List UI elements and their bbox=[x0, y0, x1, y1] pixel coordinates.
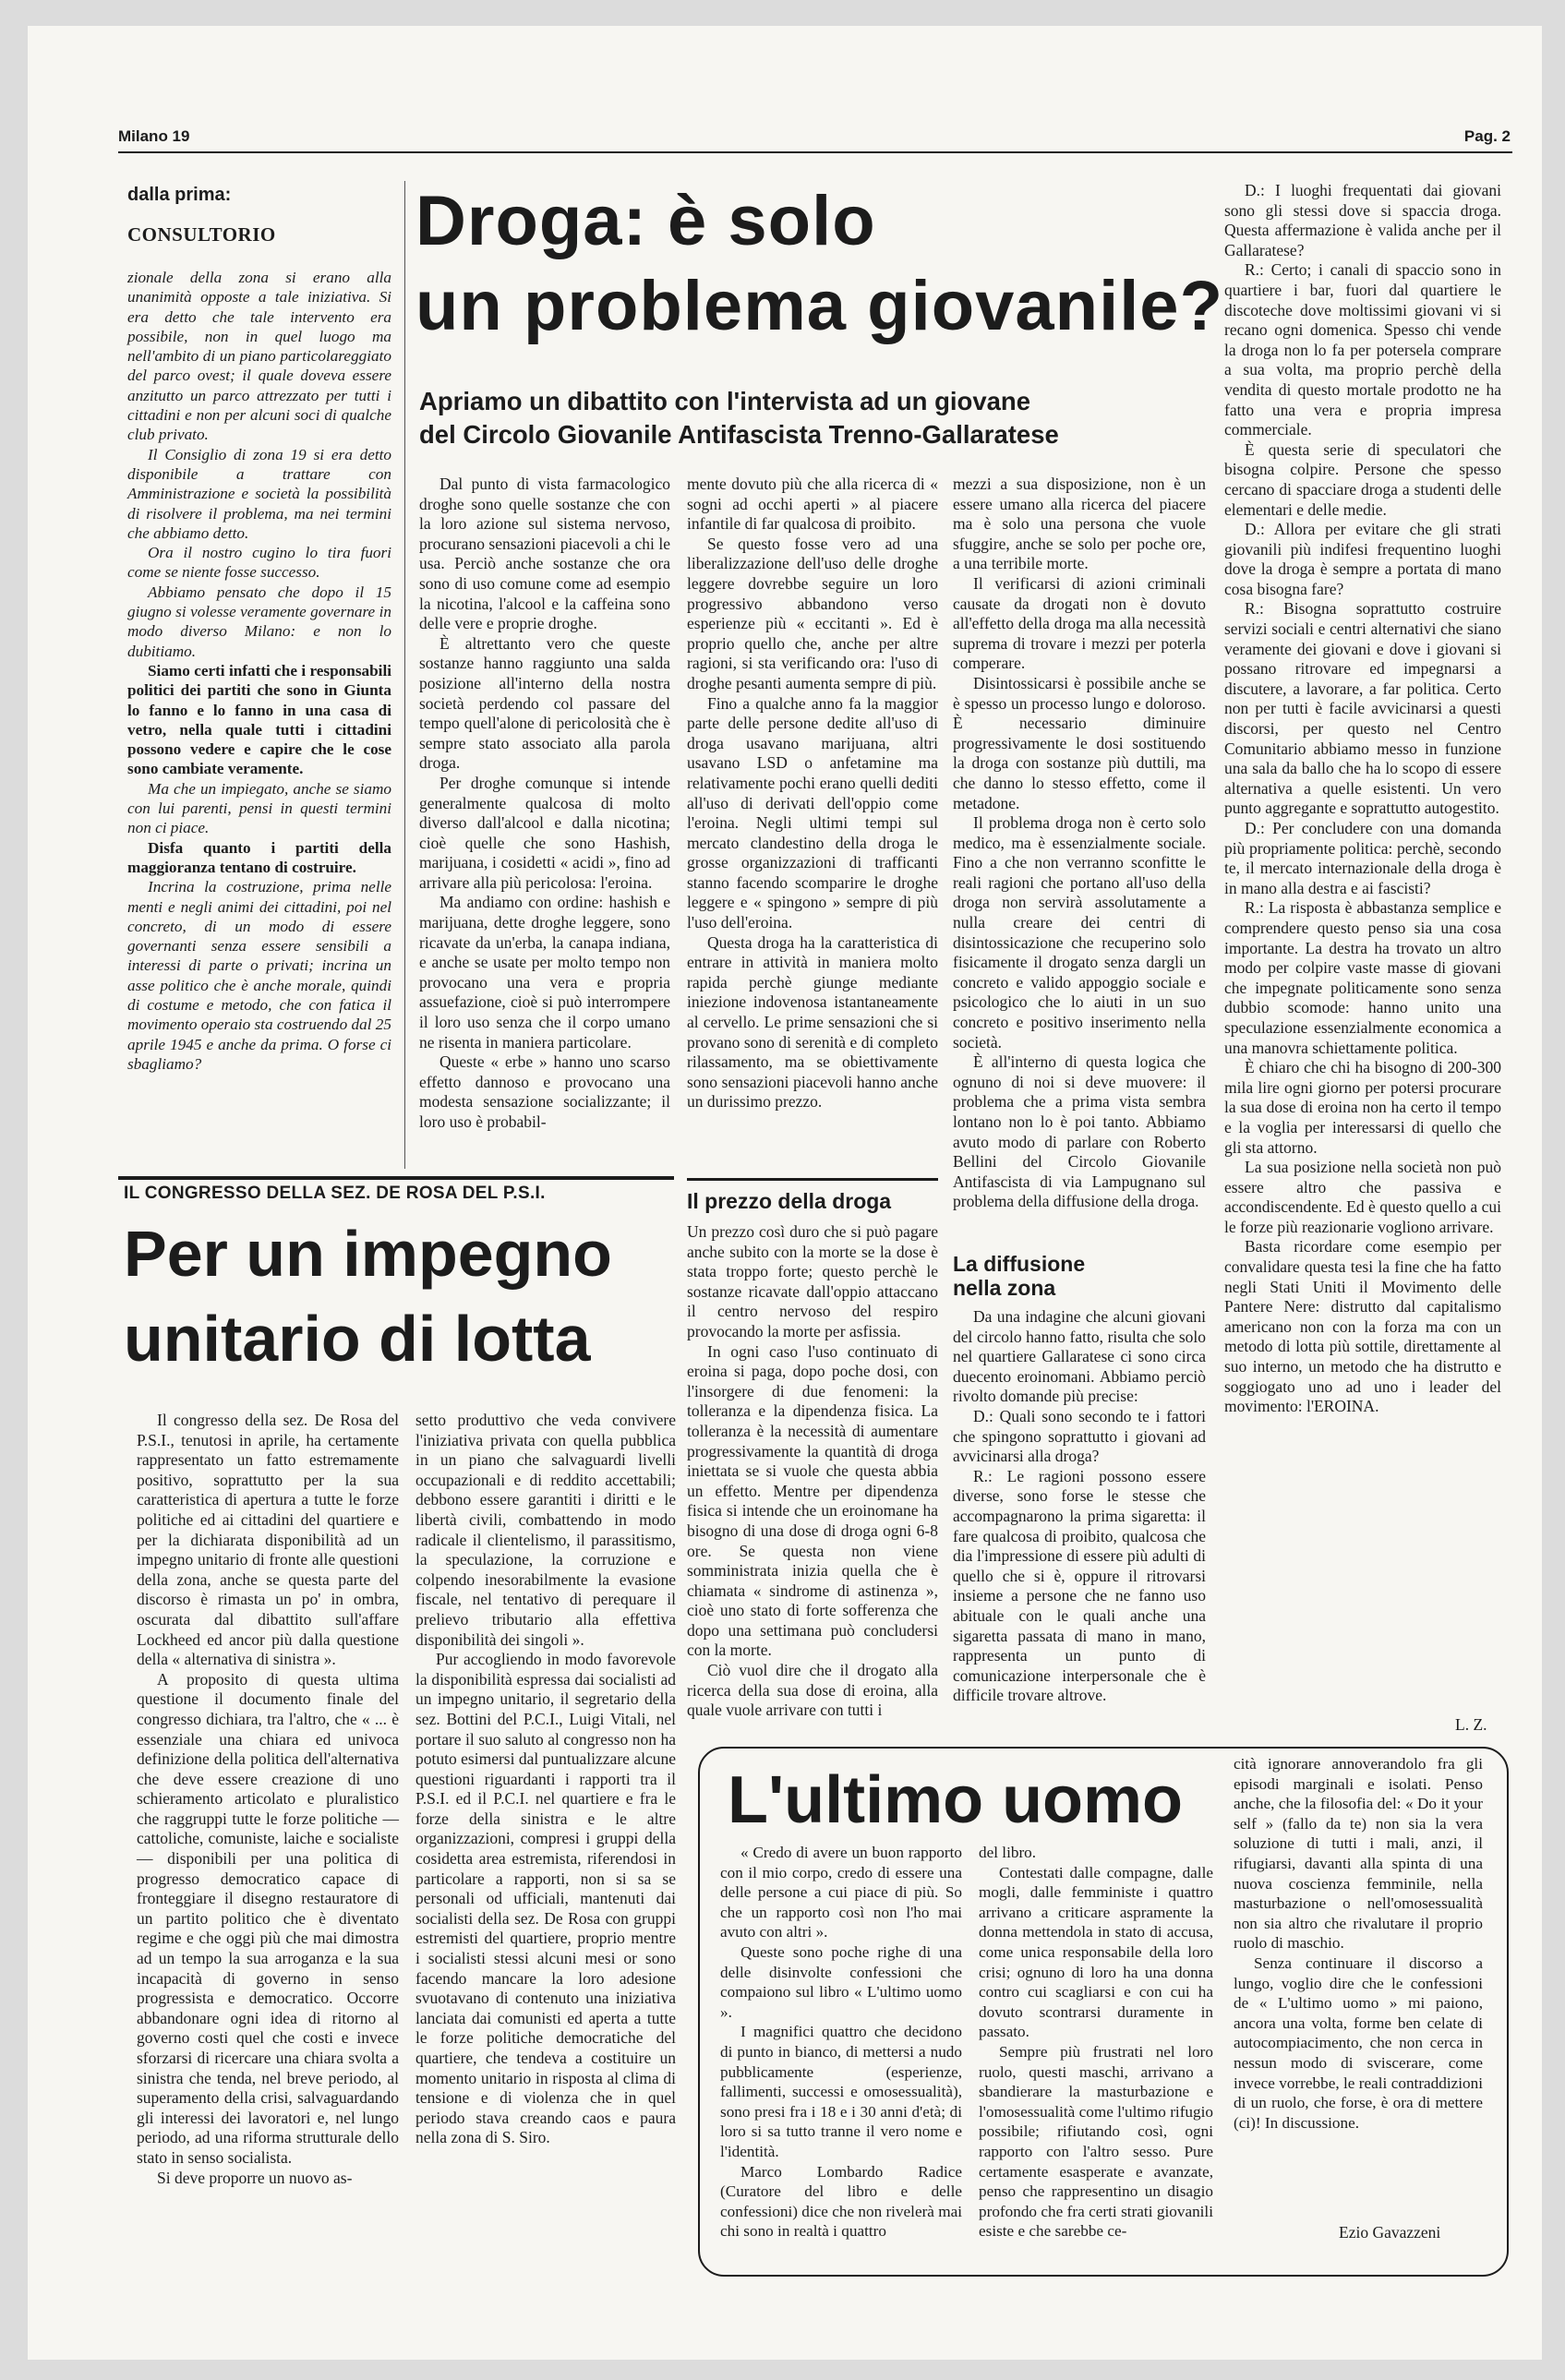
ultimo-column-2 bbox=[979, 1843, 1213, 2242]
paragraph: In ogni caso l'uso continuato di eroina si paga, dopo poche dosi, con l'insorgere di due fenomeni: la tolleranza e la dipendenza fisica. La tolleranza è la necessità di aumentare progressivamente la quantità di droga iniettata se si vuole che questa abbia un effetto. Mentre per dipendenza fisica si intende che un eroinomane ha bisogno di una dose di droga ogni 6-8 ore. Se questa non viene somministrata inizia quella che è chiamata « sindrome di astinenza », cioè uno stato di forte sofferenza che dopo una settimana può concludersi con la morte. bbox=[687, 1341, 938, 1660]
page-number: Pag. 2 bbox=[1463, 127, 1511, 145]
paragraph: Contestati dalle compagne, dalle mogli, dalle femministe i quattro arrivano a criticare aspramente la donna mettendola in stato di accusa, come unica responsabile della loro crisi; ognuno di loro ha una donna contro cui scagliarsi e con cui ha dovuto scontrarsi duramente in passato. bbox=[979, 1863, 1213, 2041]
psi-kicker: IL CONGRESSO DELLA SEZ. DE ROSA DEL P.S.I. bbox=[124, 1184, 546, 1203]
diffusione-title-line1: La diffusione bbox=[953, 1252, 1086, 1276]
paragraph: Basta ricordare come esempio per convalidare questa tesi la fine che ha fatto negli Stati Uniti il Movimento delle Pantere Nere: distrutto dal capitalismo americano non con la forza ma con un metodo di lotta più sottile, direttamente al suo interno, un metodo che ha distrutto e soggiogato uno ad uno i leader del movimento: l'EROINA. bbox=[1224, 1237, 1501, 1416]
droga-column-2 bbox=[687, 475, 938, 1112]
column-divider bbox=[404, 181, 405, 1169]
psi-headline-line2: unitario di lotta bbox=[124, 1303, 591, 1375]
ultimo-column-1 bbox=[720, 1843, 962, 2242]
page-section-label: Milano 19 bbox=[118, 127, 190, 145]
paragraph: Il congresso della sez. De Rosa del P.S.I., tenutosi in aprile, ha certamente rappresentato un fatto estremamente positivo, soprattutto per la sua caratteristica di apertura a tutte le forze politiche ed ai cittadini del quartiere e per la dichiarata disponibilità ad un impegno unitario di fronte alle questioni della zona, anche se questa parte del discorso è rimasta un po' in ombra, oscurata dal dibattito sull'affare Lockheed ed ancor più dalla questione della « alternativa di sinistra ». bbox=[137, 1411, 399, 1669]
consultorio-title: CONSULTORIO bbox=[127, 223, 276, 246]
paragraph: Disintossicarsi è possibile anche se è spesso un processo lungo e doloroso. È necessario diminuire progressivamente le dosi sostituendo la droga con sostanze più duttili, ma che danno lo stesso effetto, come il metadone. bbox=[953, 673, 1206, 812]
paragraph: Si deve proporre un nuovo as- bbox=[157, 2168, 353, 2187]
paragraph: Disfa quanto i partiti della maggioranza tentano di costruire. bbox=[127, 838, 391, 876]
paragraph: Per droghe comunque si intende generalmente qualcosa di molto diverso dall'alcool e dalla nicotina; cioè quelle che sono Hashish, marijuana, i cosidetti « acidi », fino ad arrivare alla più pericolosa: l'eroina. bbox=[419, 773, 670, 892]
paragraph: I magnifici quattro che decidono di punto in bianco, di mettersi a nudo pubblicamente (esperienze, fallimenti, successi e omosessualità), sono presi fra i 18 e i 30 anni d'età; di loro si sa tutto tranne il vero nome e l'identità. bbox=[720, 2023, 962, 2160]
paragraph: Senza continuare il discorso a lungo, voglio dire che le confessioni de « L'ultimo uomo » mi paiono, ancora una volta, forme ben celate di autocompiacimento, che non cerca in nessun modo di sviscerare, come invece vorrebbe, le reali contraddizioni di un ruolo, che forse, è ora di mettere (ci)! In discussione. bbox=[1234, 1953, 1483, 2132]
newspaper-page bbox=[28, 26, 1542, 2360]
paragraph: del libro. bbox=[979, 1844, 1037, 1861]
paragraph: Fino a qualche anno fa la maggior parte delle persone dedite all'uso di droga usavano marijuana, altri usavano LSD o anfetamine ma relativamente pochi erano quelli dediti all'uso di derivati dell'oppio come l'eroina. Negli ultimi tempi sul mercato clandestino della droga le grosse organizzazioni di trafficanti stanno facendo scomparire le droghe leggere e « spingono » sempre di più l'uso dell'eroina. bbox=[687, 693, 938, 932]
paragraph: È questa serie di speculatori che bisogna colpire. Persone che spesso cercano di spacciare droga a studenti delle elementari e delle medie. bbox=[1224, 439, 1501, 519]
psi-headline-line1: Per un impegno bbox=[124, 1218, 612, 1290]
paragraph: Ciò vuol dire che il drogato alla ricerca della sua dose di eroina, alla quale vuole arrivare con tutti i bbox=[687, 1661, 938, 1720]
paragraph: D.: I luoghi frequentati dai giovani sono gli stessi dove si spaccia droga. Questa affermazione è valida anche per il Gallaratese? bbox=[1224, 181, 1501, 259]
paragraph: Marco Lombardo Radice (Curatore del libro e delle confessioni) dice che non rivelerà mai chi sono in realtà i quattro bbox=[720, 2162, 963, 2241]
paragraph: « Credo di avere un buon rapporto con il mio corpo, credo di essere una delle persone a cui piace di più. So che un rapporto così non l'ho mai avuto con altri ». bbox=[720, 1844, 962, 1941]
paragraph: Queste sono poche righe di una delle disinvolte confessioni che compaiono sul libro « L'ultimo uomo ». bbox=[720, 1942, 962, 2021]
paragraph: setto produttivo che veda convivere l'iniziativa privata con quella pubblica in un piano che salvaguardi livelli occupazionali e di reddito accettabili; debbono essere garantiti i diritti e le libertà civili, combattendo in modo radicale il clientelismo, il parassitismo, la speculazione, la corruzione e colpendo inesorabilmente la evasione fiscale, nel tentativo di perequare il prelievo tributario alla effettiva disponibilità dei singoli ». bbox=[415, 1411, 676, 1649]
paragraph: Ma andiamo con ordine: hashish e marijuana, dette droghe leggere, sono ricavate da un'erba, la canapa indiana, e anche se usate per molto tempo non provocano una vera e propria assuefazione, cioè si può interrompere il loro uso senza che il corpo umano ne risenta in maniera particolare. bbox=[419, 893, 670, 1052]
paragraph: D.: Quali sono secondo te i fattori che spingono soprattutto i giovani ad avvicinarsi alla droga? bbox=[953, 1406, 1206, 1466]
paragraph: Un prezzo così duro che si può pagare anche subito con la morte se la dose è stata troppo forte; questo perchè le sostanze ricavate dall'oppio attaccano il centro nervoso del respiro provocando la morte per asfissia. bbox=[687, 1222, 938, 1340]
paragraph: È chiaro che chi ha bisogno di 200-300 mila lire ogni giorno per potersi procurare la sua dose di eroina non ha certo il tempo e la voglia per interessarsi di quello che gli sta attorno. bbox=[1224, 1058, 1501, 1157]
droga-signature: L. Z. bbox=[1455, 1715, 1487, 1734]
paragraph: Il Consiglio di zona 19 si era detto disponibile a trattare con Amministrazione e società la possibilità di risolvere il problema, ma nei termini che abbiamo detto. bbox=[127, 445, 391, 542]
header-rule bbox=[118, 151, 1512, 153]
paragraph: mezzi a sua disposizione, non è un essere umano alla ricerca del piacere ma è solo una persona che vuole sfuggire, anche se solo per poche ore, a una terribile morte. bbox=[953, 475, 1206, 573]
paragraph: Questa droga ha la caratteristica di entrare in attività in maniera molto rapida perchè giunge mediante iniezione indovenosa istantaneamente al cervello. Le prime sensazioni che si provano sono di serenità e di completo rilassamento, ma se obiettivamente sono sensazioni piacevoli hanno anche un durissimo prezzo. bbox=[687, 932, 938, 1112]
paragraph: D.: Per concludere con una domanda più propriamente politica: perchè, secondo te, il mercato internazionale della droga è in mano alla destra e ai fascisti? bbox=[1224, 819, 1501, 897]
paragraph: Pur accogliendo in modo favorevole la disponibilità espressa dai socialisti ad un impegno unitario, il segretario della sez. Bottini del P.C.I., Luigi Vitali, nel portare il suo saluto al congresso non ha potuto esimersi dal puntualizzare alcune questioni riguardanti i rapporti tra il P.S.I. ed il P.C.I. nel quartiere e fra le forze della sinistra e le altre organizzazioni, compresi i gruppi della cosidetta area estremista, riferendosi in particolare a rapporti, non si sa se personali od ufficiali, mantenuti dai socialisti della sez. De Rosa con gruppi estremisti del quartiere, proprio mentre i socialisti stessi alcuni mesi or sono facendo mancare la loro adesione svuotavano di contenuto una iniziativa lanciata dai comunisti ed aperta a tutte le forze politiche democratiche del quartiere, che tendeva a costituire un momento unitario in risposta al clima di tensione e di violenza che in quel periodo stava creando caos e paura nella zona di S. Siro. bbox=[415, 1650, 676, 2147]
droga-subhead-line1: Apriamo un dibattito con l'intervista ad un giovane bbox=[419, 387, 1031, 415]
droga-column-4 bbox=[1224, 181, 1501, 1417]
droga-headline-line2: un problema giovanile? bbox=[415, 267, 1223, 345]
diffusione-title-line2: nella zona bbox=[953, 1276, 1056, 1300]
paragraph: R.: Le ragioni possono essere diverse, sono forse le stesse che accompagnarono la prima sigaretta: il fare qualcosa di proibito, qualcosa che dia l'impressione di essere più adulti di quello che si è, oppure il ritrovarsi insieme a persone che ne fanno uso abituale con le quali anche una sigaretta passata di mano in mano, rappresenta un punto di comunicazione interpersonale che è difficile trovare altrove. bbox=[953, 1466, 1206, 1705]
psi-column-2 bbox=[415, 1411, 676, 2148]
paragraph: cità ignorare annoverandolo fra gli episodi marginali e isolati. Penso anche, che la filosofia del: « Do it your self » (fallo da te) non sia la vera soluzione di tutti i mali, anzi, il rifugiarsi, davanti alla spinta di una nuova coscienza femminile, nella masturbazione o nell'omosessualità non sia altro che rivalutare il proprio ruolo di maschio. bbox=[1234, 1755, 1483, 1953]
paragraph: R.: Bisogna soprattutto costruire servizi sociali e centri alternativi che siano veramente dei giovani e dove i giovani si possano ritrovare ed impegnarsi a discutere, a lavorare, a far politica. Certo non per tutti è facile avvicinarsi a questi discorsi, per questo nel Centro Comunitario abbiamo messo in funzione una sala da ballo che ha lo scopo di essere alternativa a quelle esistenti. Un vero punto aggregante e soprattutto autogestito. bbox=[1224, 599, 1501, 818]
paragraph: La sua posizione nella società non può essere altro che passiva e accondiscendente. Ed è questo quello a cui le forze più reazionarie vogliono arrivare. bbox=[1224, 1158, 1501, 1236]
droga-column-1 bbox=[419, 475, 670, 1133]
prezzo-body bbox=[687, 1222, 938, 1721]
psi-rule bbox=[118, 1176, 674, 1180]
paragraph: Siamo certi infatti che i responsabili politici dei partiti che sono in Giunta lo fanno e lo fanno in una casa di vetro, nella quale tutti i cittadini possono vedere e capire che le cose sono cambiate veramente. bbox=[127, 661, 391, 778]
paragraph: Abbiamo pensato che dopo il 15 giugno si volesse veramente governare in modo diverso Milano: e non lo dubitiamo. bbox=[127, 583, 391, 660]
psi-column-1 bbox=[137, 1411, 399, 2188]
paragraph: mente dovuto più che alla ricerca di « sogni ad occhi aperti » al piacere infantile di far qualcosa di proibito. bbox=[687, 475, 938, 534]
paragraph: Il problema droga non è certo solo medico, ma è essenzialmente sociale. Fino a che non verranno sconfitte le reali ragioni che portano all'uso della droga non servirà assolutamente a nulla creare dei centri di disintossicazione che recuperino solo fisicamente il drogato senza dargli un concreto e valido appoggio sociale e psicologico che lo aiuti in un suo concreto e positivo inserimento nella società. bbox=[953, 813, 1206, 1052]
paragraph: Ora il nostro cugino lo tira fuori come se niente fosse successo. bbox=[127, 544, 391, 582]
droga-column-3 bbox=[953, 475, 1206, 1212]
prezzo-title: Il prezzo della droga bbox=[687, 1189, 892, 1213]
paragraph: Queste « erbe » hanno uno scarso effetto dannoso e provocano una modesta sensazione socializzante; il loro uso è probabil- bbox=[419, 1052, 670, 1131]
paragraph: Ma che un impiegato, anche se siamo con lui parenti, pensi in questi termini non ci piace. bbox=[127, 779, 391, 837]
paragraph: A proposito di questa ultima questione il documento finale del congresso dichiara, tra l'altro, che « ... è essenziale una chiara ed univoca definizione della politica dell'alternativa che deve essere creazione di uno schieramento articolato e pluralistico che raggruppi tutte le forze politiche — cattoliche, comuniste, laiche e socialiste — disponibili per una politica di progresso democratico capace di fronteggiare il disegno restauratore di un partito politico che è diventato regime e che oggi più che mai dimostra ad un tempo la sua arroganza e la sua incapacità di governo in senso progressista e democratico. Occorre abbandonare ogni idea di ritorno al governo costi quel che costi e invece sforzarsi di ricercare una chiara svolta a sinistra che tenda, nel breve periodo, al superamento della crisi, salvaguardando gli interessi dei lavoratori e, nel lungo periodo, ad una riforma strutturale dello stato in senso socialista. bbox=[137, 1669, 399, 2167]
droga-subhead-line2: del Circolo Giovanile Antifascista Trenno-Gallaratese bbox=[419, 420, 1059, 449]
paragraph: Da una indagine che alcuni giovani del circolo hanno fatto, risulta che solo nel quartiere Gallaratese ci sono circa duecento eroinomani. Abbiamo perciò rivolto domande più precise: bbox=[953, 1307, 1206, 1406]
paragraph: Dal punto di vista farmacologico droghe sono quelle sostanze che con la loro azione sul sistema nervoso, procurano sensazioni piacevoli a chi le usa. Perciò anche sostanze che ora sono di uso comune come ad esempio la nicotina, l'alcool e la caffeina sono delle vere e proprie droghe. bbox=[419, 475, 670, 633]
paragraph: R.: Certo; i canali di spaccio sono in quartiere i bar, fuori dal quartiere le discoteche dove moltissimi giovani vi si recano ogni domenica. Spesso chi vende la droga non lo fa per potersela comprare a sua volta, ma proprio perchè della vendita di questo mortale prodotto ne ha fatto una vera e propria impresa commerciale. bbox=[1224, 260, 1501, 439]
ultimo-uomo-title: L'ultimo uomo bbox=[728, 1763, 1184, 1837]
prezzo-rule bbox=[687, 1178, 938, 1181]
paragraph: zionale della zona si erano alla unanimità opposte a tale iniziativa. Si era detto che tale intervento era possibile, non in quel luogo ma nell'ambito di un piano particolareggiato del parco ovest; il quale doveva essere anzitutto un parco attrezzato per tutti i cittadini e non per alcuni soci di qualche club privato. bbox=[127, 269, 391, 444]
paragraph: Se questo fosse vero ad una liberalizzazione dell'uso delle droghe leggere dovrebbe seguire un loro progressivo abbandono verso esperienze più « eccitanti ». Ed è proprio quello che, anche per altre ragioni, si sta verificando ora: l'uso di droghe pesanti aumenta sempre di più. bbox=[687, 534, 938, 692]
ultimo-signature: Ezio Gavazzeni bbox=[1339, 2223, 1441, 2242]
paragraph: È altrettanto vero che queste sostanze hanno raggiunto una salda posizione all'interno della nostra società perdendo col passare del tempo quell'alone di pericolosità che è sempre stato associato alla parola droga. bbox=[419, 633, 670, 773]
paragraph: R.: La risposta è abbastanza semplice e comprendere questo penso sia una cosa importante. La destra ha trovato un altro modo per colpire vaste masse di giovani che impegnate politicamente sono senza dubbio scomode: hanno unito una speculazione essenzialmente economica a una manovra schiettamente politica. bbox=[1224, 898, 1501, 1057]
ultimo-column-3 bbox=[1234, 1754, 1483, 2133]
paragraph: Sempre più frustrati nel loro ruolo, questi maschi, arrivano a sbandierare la masturbazione e l'omosessualità come l'ultimo rifugio possibile; rifiutando così, ogni rapporto con l'altro sesso. Pure certamente esasperate e avanzate, penso che rappresentino un disagio profondo che fra certi strati giovanili esiste e che sarebbe ce- bbox=[979, 2042, 1213, 2241]
droga-headline-line1: Droga: è solo bbox=[415, 182, 876, 260]
diffusione-body bbox=[953, 1307, 1206, 1706]
consultorio-body bbox=[127, 268, 391, 1074]
paragraph: È all'interno di questa logica che ognuno di noi si deve muovere: il problema che a prima vista sembra lontano non lo è poi tanto. Abbiamo avuto modo di parlare con Roberto Bellini del Circolo Giovanile Antifascista di via Lampugnano sul problema della diffusione della droga. bbox=[953, 1052, 1206, 1211]
paragraph: Incrina la costruzione, prima nelle menti e negli animi dei cittadini, poi nel concreto, di un modo di essere governanti senza essere sensibili a interessi di parte o privati; incrina un asse politico che è anche morale, quindi di costume e metodo, che con fatica il movimento operaio sta costruendo dal 25 aprile 1945 e anche da prima. O forse ci sbagliamo? bbox=[127, 878, 391, 1073]
paragraph: Il verificarsi di azioni criminali causate da drogati non è dovuto all'effetto della droga ma alla necessità suprema di trovare i mezzi per poterla comperare. bbox=[953, 573, 1206, 673]
consultorio-kicker: dalla prima: bbox=[127, 185, 232, 205]
paragraph: D.: Allora per evitare che gli strati giovanili più indifesi frequentino luoghi dove la droga è sempre a portata di mano cosa bisogna fare? bbox=[1224, 520, 1501, 598]
